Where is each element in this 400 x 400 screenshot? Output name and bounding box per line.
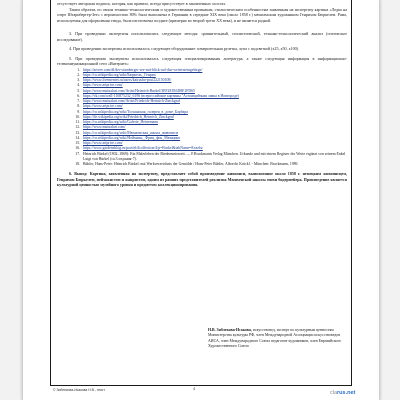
- source-link[interactable]: https://vk.com/wall-116875232_6196 (всероссийские картины "Астоящийчная лавка в Новгороде): [83, 93, 239, 98]
- watermark-part2: rus.net: [337, 390, 356, 396]
- source-link[interactable]: https://www.mutualart.com/: [83, 125, 126, 130]
- expert-name: Н.В. Зиблекова-Исакова,: [208, 328, 252, 332]
- conclusion-text: Картина, заявленная на экспертизу, представляет собой произведение живописи, выполненное около 1858 г. немецким живописцем, Генрихом Бюркелем, пейзажистом и жанристом, одним из ранних представителей реализма Мюнхенской школы эпохи бидермейера. Произведение является культурной ценностью музейного уровня и предметом коллекционирования.: [57, 171, 347, 188]
- source-book: Heinrich Bürkel (1802–1869): Ein Malerleben der Biedermeierzeit. — F.Bruckmann Verlag München. Urkunde und mit einem Register der Werte ergänzt von seinem Enkel Luigi von Bürkel (ca.3 издания-7).: [83, 151, 346, 161]
- paragraph-technical-conclusion: Таким образом, по своим технико-технологическим и художественным признакам, стилистическим особенностям заявленная на экспертизу картина «Лодка на озере Штарнбергер-Зее» с вероятностью 80% была выполнена в Германии в середине XIX века (около 1858 г.) мюнхенским художником Генрихом Бюркелем. Рама, используемая для оформления этюда, была изготовлена позднее (примерно во второй трети XX века), и не является родной.: [57, 6, 347, 23]
- source-item: [81, 152, 347, 163]
- source-link[interactable]: https://www.mutualart.com/Artist/Friedrich-Heinrich-Zinckgraf: [83, 99, 180, 103]
- source-link[interactable]: https://ru.wikipedia.org/wiki/Нойманн,_Фриц_фон_Мюнцинг: [83, 135, 181, 140]
- watermark-part1: cla: [330, 390, 338, 396]
- paragraph-continuation: отсутствует авторская подпись, которая, как правило, всегда присутствует в законченных холстах.: [57, 1, 227, 6]
- source-link[interactable]: https://www.mutualart.com/Artist/Heinrich-Burkel/3EF2E816D8E1FD65: [83, 88, 195, 93]
- page-number: 4: [193, 386, 195, 391]
- source-link[interactable]: https://ru.wikipedia.org/wiki/Galerie_Heinemann: [83, 120, 159, 124]
- conclusion-label: 6. Вывод:: [69, 171, 88, 177]
- source-link[interactable]: https://www.artprice.com/: [83, 83, 123, 88]
- sources-list: [57, 68, 347, 168]
- item-6-conclusion: [57, 171, 347, 188]
- source-link[interactable]: https://artvee.com/dl/der-starnberger-see-mit-blick-auf-das-wettersteingebirge/: [83, 67, 203, 72]
- expert-signature-block: [208, 328, 343, 349]
- source-link[interactable]: https://www.livemernet.ru/users/katrusha-post222150108/: [83, 78, 172, 82]
- source-link[interactable]: https://www.gardensblog.ru/portfel/#collection/4/p=Burkel&tabName=Exzelsr: [83, 146, 203, 151]
- copyright-footer: © Зиблекова-Исакова Н.В., текст: [53, 388, 105, 392]
- item-3-methods: 3. При проведении экспертизы использовались следующие методы: сравнительный, стилистический, технико-технологический анализ (оптическое исследование).: [57, 31, 347, 42]
- site-watermark: [330, 390, 355, 396]
- source-book: Bühler, Hans-Peter: Heinrich Bürkel: mit Werkverzeichnis der Gemälde / Hans-Peter Bühler, Albrecht Krückl. - München: Bruckmann, 1989.: [83, 162, 299, 166]
- item-5-literature: 5. При проведении экспертизы использовалась следующая специализированная литература, а также следующая информация в информационно-телекоммуникационной сети «Интернет»:: [57, 55, 347, 66]
- source-link[interactable]: https://ru.wikipedia.org/wiki/Тосканская_галерея_в_доме_Барбара: [83, 109, 188, 114]
- source-link[interactable]: https://de.wikipedia.org/wiki/Friedrich_Heinrich_Zinckgraf: [83, 114, 174, 119]
- document-sheet: [22, 0, 380, 400]
- item-4-equipment: 4. При проведении экспертизы использовалось следующее оборудование: измерительная рулетка, лупа с подсветкой (х25, х50, х100).: [69, 46, 300, 51]
- source-link[interactable]: https://www.artprice.com/: [83, 141, 123, 145]
- source-link[interactable]: https://ru.wikipedia.org/wiki/Бюркель,_Генрих: [83, 72, 156, 77]
- source-link[interactable]: https://www.artprice.com/: [83, 104, 123, 109]
- expert-credentials: искусствовед, эксперт по культурным ценностям Министерства культуры РФ, член Международной Ассоциации искусствоведов АИСА, член Международного Союза педагогов-художников, член Евразийского Художественного Союза: [208, 328, 342, 348]
- source-link[interactable]: https://ru.wikipedia.org/wiki/Мюнхенская_школа_живописи: [83, 130, 179, 135]
- document-body: [57, 1, 347, 188]
